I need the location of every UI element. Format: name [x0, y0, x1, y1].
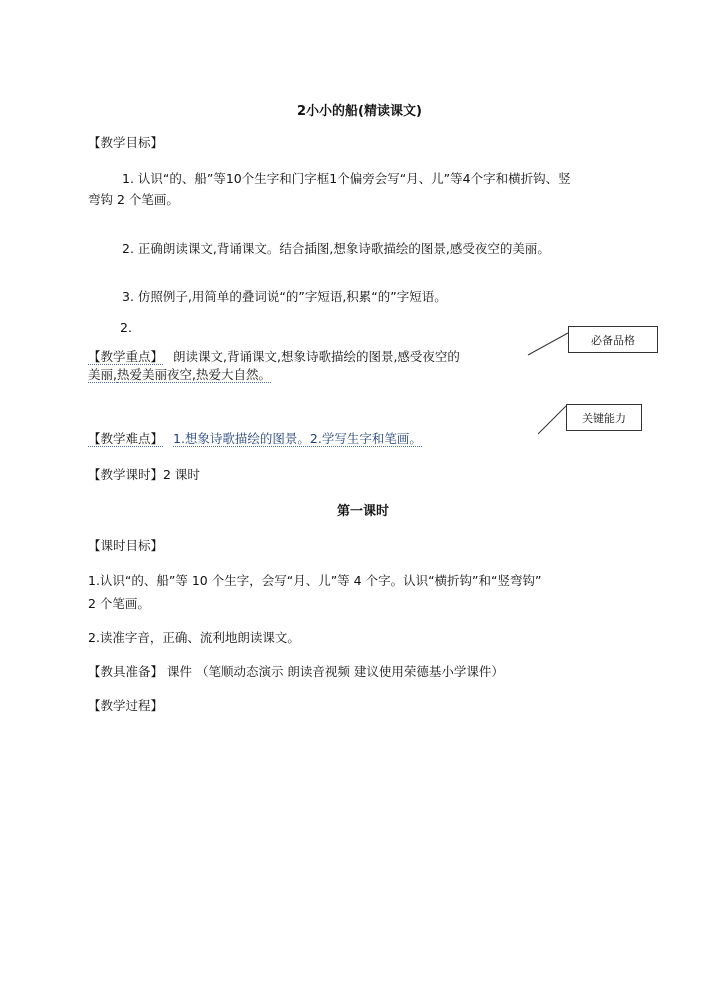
key-point-label: 【教学重点】: [88, 349, 164, 364]
document-title: 2小小的船(精读课文): [297, 104, 422, 119]
lesson-goal-2: 2.读准字音，正确、流利地朗读课文。: [88, 630, 300, 645]
teaching-tools: 【教具准备】 课件 （笔顺动态演示 朗读音视频 建议使用荣德基小学课件）: [88, 664, 504, 679]
teaching-goals-header: 【教学目标】: [88, 135, 164, 150]
key-point-line-1: [88, 347, 460, 365]
connector-essential-quality: [528, 333, 568, 355]
goal-1-line-2: 弯钩 2 个笔画。: [88, 192, 179, 207]
key-point-line-2: [88, 365, 271, 383]
difficult-point-label: 【教学难点】: [88, 431, 164, 446]
stray-number: 2.: [120, 320, 132, 335]
connector-key-ability: [538, 406, 566, 434]
key-point-text-b: 热爱美丽夜空,热爱大自然。: [116, 367, 271, 382]
teaching-hours: 【教学课时】2 课时: [88, 467, 200, 482]
callout-essential-quality: 必备品格: [568, 326, 658, 353]
goal-2: 2. 正确朗读课文,背诵课文。结合插图,想象诗歌描绘的图景,感受夜空的美丽。: [122, 241, 550, 256]
difficult-point-text: 1.想象诗歌描绘的图景。2.学写生字和笔画。: [173, 431, 422, 446]
goal-1-line-1: 1. 认识“的、船”等10个生字和门字框1个偏旁会写“月、儿”等4个字和横折钩、竖: [122, 171, 571, 186]
difficult-point-line: [88, 429, 422, 447]
lesson-title: 第一课时: [337, 504, 390, 519]
teaching-process-header: 【教学过程】: [88, 698, 164, 713]
lesson-goal-1-line-1: 1.认识“的、船”等 10 个生字，会写“月、儿”等 4 个字。认识“横折钩”和“竖弯钩”: [88, 573, 542, 588]
key-point-text-a: 美丽,: [88, 367, 117, 382]
lesson-goal-1-line-2: 2 个笔画。: [88, 596, 150, 611]
key-point-text: 朗读课文,背诵课文,想象诗歌描绘的图景,感受夜空的: [173, 349, 460, 364]
callout-key-ability: 关键能力: [566, 404, 642, 431]
goal-3: 3. 仿照例子,用简单的叠词说“的”字短语,积累“的”字短语。: [122, 289, 447, 304]
lesson-goals-header: 【课时目标】: [88, 538, 164, 553]
